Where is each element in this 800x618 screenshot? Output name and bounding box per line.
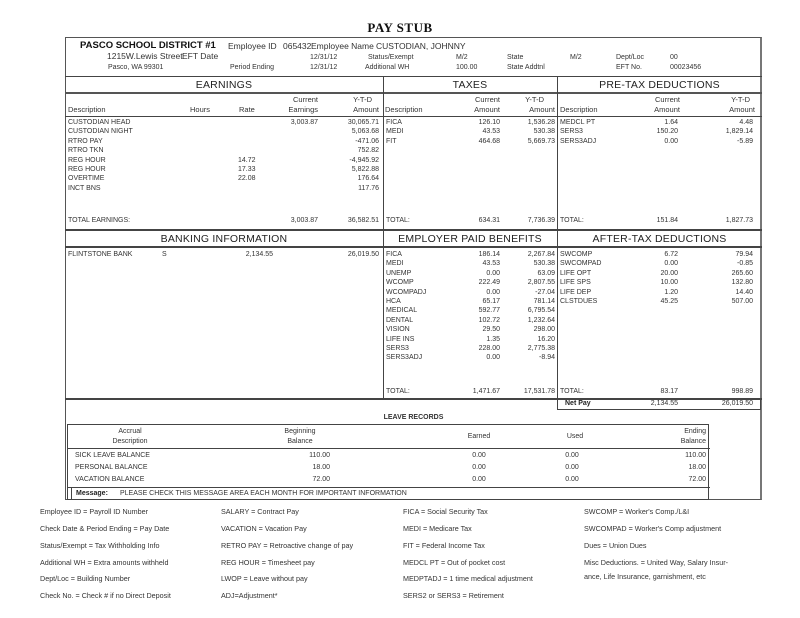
row-ytd: 132.80	[731, 279, 753, 287]
row-description: MEDI	[386, 128, 404, 136]
row-description: REG HOUR	[68, 166, 106, 173]
net-pay-current: 2,134.55	[650, 400, 678, 407]
row-current: 0.00	[486, 269, 500, 277]
row-description: WCOMPADJ	[386, 288, 427, 296]
row-current: 10.00	[660, 279, 678, 287]
total-label: TOTAL:	[386, 388, 410, 395]
legend-item: FICA = Social Security Tax	[403, 507, 488, 516]
row-description: UNEMP	[386, 269, 412, 277]
legend-item: RETRO PAY = Retroactive change of pay	[221, 541, 354, 550]
dept-loc-value: 00	[670, 54, 678, 61]
row-description: LIFE DEP	[560, 288, 592, 296]
leave-used: 0.00	[565, 464, 579, 471]
header-divider	[65, 76, 762, 77]
leave-description: PERSONAL BALANCE	[75, 464, 148, 471]
row-description: LIFE SPS	[560, 279, 591, 287]
eft-no-value: 00023456	[670, 64, 702, 71]
legend-item: Status/Exempt = Tax Withholding Info	[40, 541, 160, 550]
total-label: TOTAL EARNINGS:	[68, 217, 131, 224]
leave-earned: 0.00	[472, 464, 486, 471]
legend-item: SWCOMP = Worker's Comp./L&I	[584, 507, 690, 516]
row-current: 464.68	[478, 137, 500, 145]
leave-begin: 18.00	[312, 464, 330, 471]
row-ytd: 2,807.55	[527, 279, 555, 287]
legend-item: SWCOMPAD = Worker's Comp adjustment	[584, 524, 722, 533]
row-ytd: 63.09	[537, 269, 555, 277]
row-current: 228.00	[478, 345, 500, 352]
row-current: 0.00	[664, 137, 678, 145]
leave-description: SICK LEAVE BALANCE	[75, 452, 150, 459]
row-current: 0.00	[664, 260, 678, 268]
row-ytd: 6,795.54	[527, 307, 555, 315]
row-ytd: -0.85	[737, 260, 753, 268]
legend-item: Employee ID = Payroll ID Number	[40, 507, 149, 516]
row-current: 65.17	[482, 298, 500, 305]
row-description: MEDCL PT	[560, 119, 596, 126]
leave-col-desc-line2: Description	[112, 438, 148, 445]
total-current: 83.17	[660, 388, 678, 395]
column-header-divider	[65, 116, 762, 117]
row-ytd: 1,829.14	[725, 128, 753, 136]
row-description: REG HOUR	[68, 156, 106, 164]
net-pay-box	[557, 398, 761, 410]
earnings-col-earnings: Earnings	[288, 105, 318, 114]
lower-title-divider	[65, 246, 762, 248]
message-text: PLEASE CHECK THIS MESSAGE AREA EACH MONTH FOR IMPORTANT INFORMATION	[120, 490, 407, 497]
leave-col-begin-line1: Beginning	[284, 428, 316, 435]
row-ytd: 117.76	[358, 184, 379, 192]
banking-title: BANKING INFORMATION	[160, 233, 288, 245]
row-description: SERS3	[386, 345, 409, 352]
legend-item: SALARY = Contract Pay	[221, 507, 299, 516]
aftertax-title: AFTER-TAX DEDUCTIONS	[592, 233, 727, 245]
row-current: 0.00	[486, 354, 500, 362]
leave-col-desc-line1: Accrual	[118, 428, 142, 435]
total-label: TOTAL:	[560, 388, 584, 395]
row-ytd: 298.00	[533, 326, 555, 334]
legend-item: ADJ=Adjustment*	[221, 591, 278, 600]
row-description: MEDI	[386, 260, 404, 268]
period-ending-label: Period Ending	[230, 64, 274, 71]
row-ytd: 1,232.64	[527, 316, 555, 324]
employee-id-label: Employee ID	[228, 41, 277, 51]
state-addtnl-label: State Addtnl	[507, 64, 545, 71]
leave-message-left-rule	[71, 487, 72, 500]
earnings-col-rate: Rate	[239, 105, 255, 114]
pretax-col-current-amount: Amount	[654, 105, 680, 114]
row-description: SWCOMPAD	[560, 260, 602, 268]
legend-item: REG HOUR = Timesheet pay	[221, 558, 315, 567]
deposit-ytd: 26,019.50	[347, 251, 379, 258]
row-current: 1.64	[664, 119, 678, 126]
row-current: 222.49	[478, 279, 500, 287]
row-ytd: 79.94	[735, 251, 753, 258]
legend-item: Misc Deductions. = United Way, Salary Insur-	[584, 558, 728, 567]
legend-item: SERS2 or SERS3 = Retirement	[403, 591, 504, 600]
row-ytd: -8.94	[539, 354, 555, 362]
dept-loc-label: Dept/Loc	[616, 54, 645, 61]
leave-end: 18.00	[688, 464, 706, 471]
net-pay-label: Net Pay	[565, 400, 591, 407]
state-label: State	[507, 54, 524, 61]
row-ytd: 530.38	[533, 128, 555, 136]
earnings-title: EARNINGS	[195, 79, 253, 91]
status-exempt-value: M/2	[456, 54, 468, 61]
row-ytd: 530.38	[533, 260, 555, 268]
row-description: OVERTIME	[68, 175, 105, 183]
row-description: HCA	[386, 298, 401, 305]
row-description: LIFE INS	[386, 335, 415, 343]
leave-col-begin-line2: Balance	[287, 438, 313, 445]
earnings-col-current: Current	[292, 95, 318, 104]
row-current: 186.14	[478, 251, 500, 258]
pretax-col-ytd: Y-T-D	[731, 95, 750, 104]
row-description: FIT	[386, 137, 397, 145]
net-pay-ytd: 26,019.50	[721, 400, 753, 407]
row-description: SWCOMP	[560, 251, 593, 258]
row-description: CUSTODIAN HEAD	[68, 119, 131, 126]
row-current: 150.20	[656, 128, 678, 136]
leave-col-used: Used	[566, 433, 584, 440]
page-title: PAY STUB	[367, 20, 433, 35]
row-current: 3,003.87	[290, 119, 318, 126]
earnings-col-amount: Amount	[353, 105, 379, 114]
row-description: FICA	[386, 119, 402, 126]
additional-wh-label: Additional WH	[365, 64, 410, 71]
row-description: SERS3ADJ	[386, 354, 423, 362]
leave-col-end-line1: Ending	[684, 428, 706, 435]
leave-description: VACATION BALANCE	[75, 476, 145, 483]
leave-used: 0.00	[565, 476, 579, 483]
row-current: 1.35	[486, 335, 500, 343]
message-label: Message:	[76, 490, 108, 497]
pretax-title: PRE-TAX DEDUCTIONS	[599, 79, 720, 91]
deposit-current: 2,134.55	[245, 251, 273, 258]
row-ytd: -5.89	[737, 137, 753, 145]
employee-name-value: CUSTODIAN, JOHNNY	[376, 41, 466, 51]
legend-item: MEDI = Medicare Tax	[403, 524, 472, 533]
total-current: 634.31	[478, 217, 500, 224]
leave-end: 110.00	[685, 452, 706, 459]
row-current: 592.77	[478, 307, 500, 315]
employee-name-label: Employee Name	[311, 41, 374, 51]
eft-no-label: EFT No.	[616, 64, 642, 71]
taxes-title: TAXES	[452, 79, 488, 91]
taxes-col-ytd: Y-T-D	[525, 95, 544, 104]
row-current: 0.00	[486, 288, 500, 296]
row-ytd: 2,775.38	[527, 345, 555, 352]
row-description: RTRO PAY	[68, 137, 103, 145]
row-description: CUSTODIAN NIGHT	[68, 128, 133, 136]
eft-date-value: 12/31/12	[310, 54, 338, 61]
account-type: S	[162, 251, 167, 258]
address-line-1: 1215W.Lewis Street	[107, 51, 183, 61]
total-current: 1,471.67	[472, 388, 500, 395]
row-current: 29.50	[482, 326, 500, 334]
legend-item: MEDPTADJ = 1 time medical adjustment	[403, 574, 533, 583]
pretax-col-description: Description	[560, 105, 598, 114]
total-label: TOTAL:	[386, 217, 410, 224]
row-ytd: 176.64	[357, 175, 379, 183]
row-current: 6.72	[664, 251, 678, 258]
employer-benefits-title: EMPLOYER PAID BENEFITS	[398, 233, 542, 245]
row-current: 20.00	[660, 269, 678, 277]
row-current: 126.10	[478, 119, 500, 126]
address-line-2: Pasco, WA 99301	[108, 64, 164, 71]
row-description: CLSTDUES	[560, 298, 598, 305]
row-description: INCT BNS	[68, 184, 101, 192]
legend-item: Check Date & Period Ending = Pay Date	[40, 524, 170, 533]
row-ytd: -471.06	[355, 137, 379, 145]
row-ytd: 14.40	[735, 288, 753, 296]
period-ending-value: 12/31/12	[310, 64, 338, 71]
row-ytd: -4,945.92	[349, 156, 379, 164]
leave-message-divider	[67, 487, 710, 488]
legend-item: ance, Life Insurance, garnishment, etc	[584, 572, 706, 581]
taxes-col-description: Description	[385, 105, 423, 114]
row-ytd: 5,063.68	[351, 128, 379, 136]
row-ytd: 30,065.71	[347, 119, 379, 126]
pretax-col-ytd-amount: Amount	[729, 105, 755, 114]
row-ytd: 781.14	[533, 298, 555, 305]
row-ytd: 4.48	[739, 119, 753, 126]
row-ytd: 5,669.73	[527, 137, 555, 145]
earnings-col-ytd: Y-T-D	[353, 95, 372, 104]
legend-item: Dues = Union Dues	[584, 541, 647, 550]
row-current: 1.20	[664, 288, 678, 296]
row-rate: 17.33	[238, 166, 256, 173]
bank-name: FLINTSTONE BANK	[68, 251, 133, 258]
row-description: LIFE OPT	[560, 269, 592, 277]
row-current: 43.53	[482, 260, 500, 268]
row-description: SERS3	[560, 128, 583, 136]
row-description: SERS3ADJ	[560, 137, 597, 145]
mid-divider	[65, 229, 762, 231]
total-current: 151.84	[656, 217, 678, 224]
eft-date-label: EFT Date	[182, 51, 219, 61]
legend-item: LWOP = Leave without pay	[221, 574, 308, 583]
leave-records-title: LEAVE RECORDS	[383, 414, 444, 421]
row-ytd: 16.20	[537, 335, 555, 343]
leave-header-divider	[67, 448, 710, 449]
total-ytd: 998.89	[731, 388, 753, 395]
row-description: DENTAL	[386, 316, 414, 324]
row-rate: 14.72	[238, 156, 256, 164]
row-description: WCOMP	[386, 279, 414, 287]
legend-item: VACATION = Vacation Pay	[221, 524, 307, 533]
pretax-col-current: Current	[654, 95, 680, 104]
leave-used: 0.00	[565, 452, 579, 459]
total-current: 3,003.87	[290, 217, 318, 224]
row-rate: 22.08	[238, 175, 256, 183]
taxes-col-ytd-amount: Amount	[529, 105, 555, 114]
total-ytd: 17,531.78	[523, 388, 555, 395]
row-ytd: 2,267.84	[527, 251, 555, 258]
row-current: 43.53	[482, 128, 500, 136]
legend-item: Dept/Loc = Building Number	[40, 574, 131, 583]
status-exempt-label: Status/Exempt	[368, 54, 414, 61]
row-ytd: -27.04	[535, 288, 555, 296]
leave-begin: 110.00	[309, 452, 330, 459]
taxes-col-current-amount: Amount	[474, 105, 500, 114]
state-value: M/2	[570, 54, 582, 61]
row-ytd: 752.82	[357, 147, 379, 155]
row-description: VISION	[386, 326, 410, 334]
row-description: RTRO TKN	[68, 147, 104, 155]
leave-earned: 0.00	[472, 476, 486, 483]
earnings-col-hours: Hours	[190, 105, 211, 114]
leave-earned: 0.00	[472, 452, 486, 459]
legend-item: Additional WH = Extra amounts withheld	[40, 558, 169, 567]
legend-item: Check No. = Check # if no Direct Deposit	[40, 591, 171, 600]
earnings-col-description: Description	[68, 105, 106, 114]
total-ytd: 7,736.39	[527, 217, 555, 224]
row-current: 45.25	[660, 298, 678, 305]
total-label: TOTAL:	[560, 217, 584, 224]
row-ytd: 5,822.88	[351, 166, 379, 173]
leave-col-earned: Earned	[467, 433, 491, 440]
row-current: 102.72	[478, 316, 500, 324]
leave-end: 72.00	[688, 476, 706, 483]
legend-item: MEDCL PT = Out of pocket cost	[403, 558, 506, 567]
legend-item: FIT = Federal Income Tax	[403, 541, 485, 550]
row-ytd: 1,536.28	[527, 119, 555, 126]
leave-begin: 72.00	[312, 476, 330, 483]
row-ytd: 507.00	[731, 298, 753, 305]
total-ytd: 36,582.51	[347, 217, 379, 224]
leave-col-end-line2: Balance	[680, 438, 706, 445]
employee-id-value: 065432	[283, 41, 312, 51]
taxes-col-current: Current	[474, 95, 500, 104]
total-ytd: 1,827.73	[725, 217, 753, 224]
company-name: PASCO SCHOOL DISTRICT #1	[80, 40, 216, 51]
additional-wh-value: 100.00	[456, 64, 478, 71]
row-description: FICA	[386, 251, 402, 258]
row-ytd: 265.60	[731, 269, 753, 277]
section-title-divider	[65, 92, 762, 94]
row-description: MEDICAL	[386, 307, 418, 315]
